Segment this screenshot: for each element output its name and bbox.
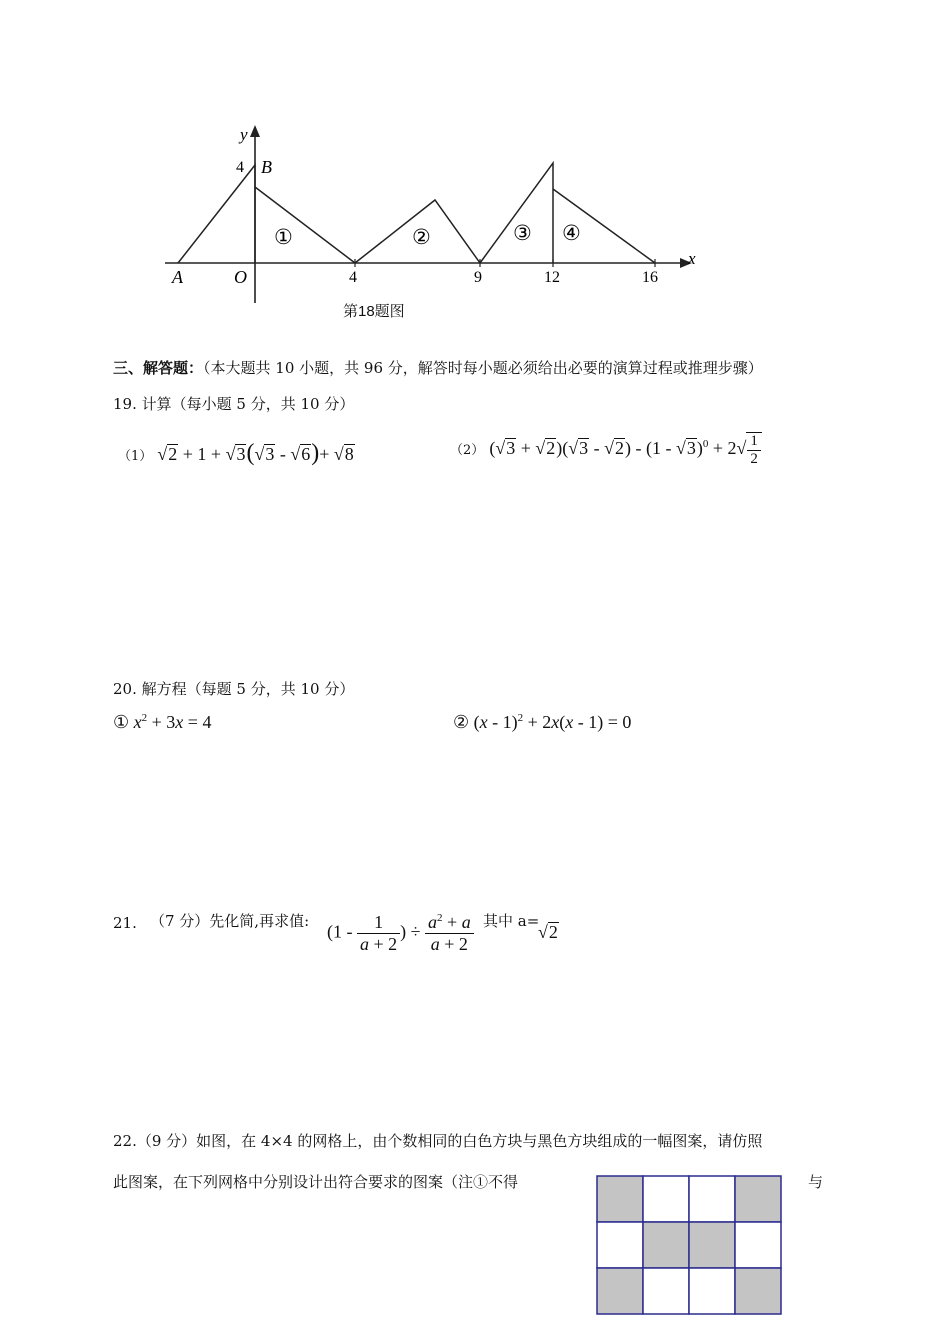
- grid-cell-white: [689, 1268, 735, 1314]
- grid-cell-white: [643, 1268, 689, 1314]
- y-tick-label-4: 4: [236, 159, 244, 176]
- section-note: （本大题共 10 小题，共 96 分，解答时每小题必须给出必要的演算过程或推理步骤）: [203, 359, 763, 377]
- region-label-1: ①: [274, 225, 293, 249]
- triangle-1-outline: [255, 187, 355, 263]
- grid-cell-shaded: [735, 1176, 781, 1222]
- q19-part2-expression: (√3 + √2)(√3 - √2) - (1 - √3)$^0$ + 2√ $\frac{1}{2}$: [489, 438, 762, 458]
- q18-figure: [150, 120, 710, 310]
- figure-caption: 第18题图: [343, 303, 405, 320]
- grid-cell-shaded: [597, 1268, 643, 1314]
- q19-part2: [450, 432, 762, 467]
- q19-title: 19. 计算（每小题 5 分，共 10 分）: [113, 395, 355, 413]
- point-O-label: O: [234, 267, 247, 287]
- grid-cell-white: [597, 1222, 643, 1268]
- y-axis-arrow: [250, 125, 260, 137]
- region-label-3: ③: [513, 221, 532, 245]
- grid-cell-shaded: [597, 1176, 643, 1222]
- q21-where: 其中 a=: [483, 912, 540, 930]
- grid-cell-white: [689, 1176, 735, 1222]
- section-heading: [113, 357, 763, 378]
- grid-cell-shaded: [689, 1222, 735, 1268]
- section-title: 三、解答题：: [113, 359, 204, 377]
- q20-equation-1: ① $x^2 + 3x = 4$: [113, 712, 212, 732]
- triangle-3-outline: [480, 163, 553, 263]
- triangle-AOB-outline: [178, 165, 255, 263]
- region-label-2: ②: [412, 225, 431, 249]
- q22-pattern-grid: [596, 1175, 782, 1315]
- region-label-4: ④: [562, 221, 581, 245]
- grid-cell-white: [735, 1222, 781, 1268]
- q19-part1-expression: √2 + 1 + √3(√3 - √6)+ √8: [157, 440, 354, 466]
- q20-equation-2: ② (x - 1)$^2$ + 2x(x - 1) = 0: [453, 712, 632, 732]
- point-B-label: B: [261, 157, 272, 177]
- q21-expression: (1 - $\frac{1}{a + 2}$ ) ÷ $\frac{a^2 + a}{a + 2}$: [327, 912, 474, 955]
- x-tick-label-12: 12: [544, 269, 560, 286]
- y-axis-label: y: [240, 125, 248, 144]
- q21-intro: （7 分）先化简,再求值:: [150, 912, 310, 930]
- q22-line1: 22.（9 分）如图，在 4×4 的网格上，由个数相同的白色方块与黑色方块组成的一幅图案，请仿照: [113, 1132, 763, 1150]
- q21-number: 21.: [113, 914, 137, 932]
- grid-cell-shaded: [643, 1222, 689, 1268]
- q19-part1: [118, 440, 355, 467]
- q22-line2: 此图案，在下列网格中分别设计出符合要求的图案（注①不得: [113, 1173, 519, 1191]
- x-tick-label-4: 4: [349, 269, 357, 286]
- q19-part2-label: （2）: [450, 443, 485, 459]
- q21-value: √2: [538, 922, 558, 942]
- grid-cell-shaded: [735, 1268, 781, 1314]
- grid-cell-white: [643, 1176, 689, 1222]
- q20-title: 20. 解方程（每题 5 分，共 10 分）: [113, 680, 355, 698]
- x-tick-label-9: 9: [474, 269, 482, 286]
- q19-part1-label: （1）: [118, 449, 153, 464]
- x-tick-label-16: 16: [642, 269, 658, 286]
- x-axis-label: x: [688, 249, 696, 268]
- point-A-label: A: [172, 267, 183, 287]
- q22-trail: 与: [808, 1173, 824, 1191]
